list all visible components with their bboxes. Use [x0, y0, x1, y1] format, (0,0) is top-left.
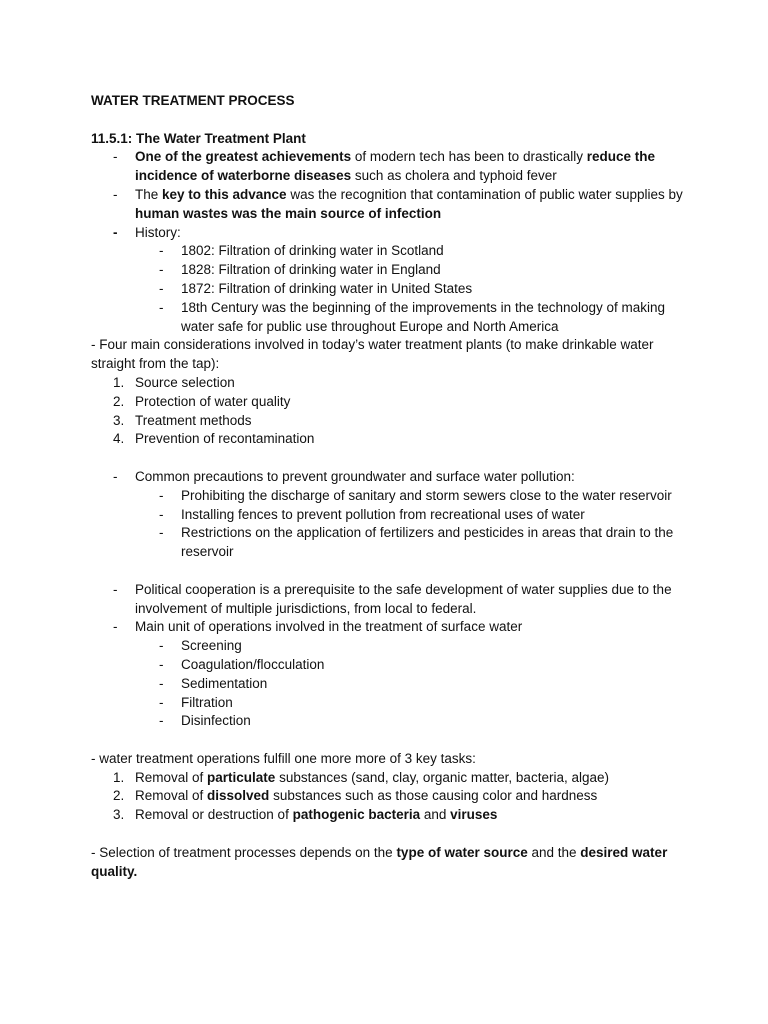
operation-item: Filtration — [181, 694, 233, 710]
bold-text: dissolved — [207, 788, 270, 804]
tasks-intro: - water treatment operations fulfill one more more of 3 key tasks: — [91, 750, 476, 766]
dash-marker: - — [159, 694, 164, 710]
section-heading: 11.5.1: The Water Treatment Plant — [91, 130, 306, 146]
list-item — [91, 280, 691, 299]
dash-marker: - — [159, 656, 164, 672]
operation-item: Disinfection — [181, 713, 251, 729]
list-item — [91, 261, 691, 280]
dash-marker: - — [113, 468, 118, 484]
history-label: History: — [135, 224, 181, 240]
bold-text: type of water source — [396, 844, 528, 860]
dash-marker: - — [159, 243, 164, 259]
list-item — [91, 430, 691, 449]
number-marker: 1. — [113, 374, 125, 390]
dash-marker: - — [159, 262, 164, 278]
number-marker: 2. — [113, 788, 125, 804]
document-page — [91, 92, 691, 881]
rich-text — [135, 187, 683, 221]
dash-marker: - — [113, 224, 118, 240]
text-run: such as cholera and typhoid fever — [351, 168, 557, 184]
dash-marker: - — [159, 675, 164, 691]
history-item: 1828: Filtration of drinking water in England — [181, 262, 441, 278]
considerations-intro: - Four main considerations involved in today’s water treatment plants (to make drinkable water straight from the tap): — [91, 337, 654, 372]
list-item — [91, 675, 691, 694]
dash-marker: - — [159, 299, 164, 315]
dash-marker: - — [159, 487, 164, 503]
list-item — [91, 712, 691, 731]
text-run: Removal of — [135, 788, 208, 804]
list-item — [91, 148, 691, 186]
text-run: was the recognition that contamination of public water supplies by — [286, 186, 683, 202]
precaution-item: Installing fences to prevent pollution from recreational uses of water — [181, 506, 585, 522]
list-item — [91, 694, 691, 713]
text-run: and — [420, 807, 451, 823]
bold-text: desired water quality. — [91, 844, 668, 879]
precaution-item: Restrictions on the application of fertilizers and pesticides in areas that drain to the reservoir — [181, 525, 674, 560]
precaution-item: Prohibiting the discharge of sanitary and storm sewers close to the water reservoir — [181, 487, 672, 503]
text-run: Removal or destruction of — [135, 807, 293, 823]
list-item — [91, 806, 691, 825]
text-run: The — [135, 186, 163, 202]
operation-item: Coagulation/flocculation — [181, 656, 325, 672]
bold-text: pathogenic bacteria — [292, 807, 421, 823]
list-item — [91, 637, 691, 656]
text-run: substances (sand, clay, organic matter, bacteria, algae) — [275, 769, 609, 785]
consideration-item: Prevention of recontamination — [135, 431, 315, 447]
dash-marker: - — [113, 186, 118, 202]
history-item: 18th Century was the beginning of the improvements in the technology of making water safe for public use throughout Europe and North America — [181, 299, 666, 334]
rich-text — [135, 149, 655, 183]
history-item: 1872: Filtration of drinking water in United States — [181, 280, 473, 296]
list-item — [91, 618, 691, 637]
dash-marker: - — [159, 506, 164, 522]
number-marker: 4. — [113, 431, 125, 447]
list-item — [91, 787, 691, 806]
bold-text: particulate — [207, 769, 276, 785]
list-item — [91, 186, 691, 224]
list-item — [91, 468, 691, 487]
dash-marker: - — [159, 638, 164, 654]
dash-marker: - — [159, 280, 164, 296]
dash-marker: - — [159, 713, 164, 729]
bold-text: human wastes was the main source of infection — [135, 205, 442, 221]
dash-marker: - — [159, 525, 164, 541]
list-item — [91, 769, 691, 788]
dash-marker: - — [113, 619, 118, 635]
list-item — [91, 656, 691, 675]
number-marker: 3. — [113, 412, 125, 428]
bold-text: key to this advance — [162, 186, 287, 202]
text-run: and the — [527, 844, 581, 860]
list-item — [91, 581, 691, 619]
dash-marker: - — [113, 149, 118, 165]
bold-text: reduce the incidence of waterborne diseases — [135, 149, 655, 184]
selection-text — [91, 844, 691, 882]
list-item — [91, 393, 691, 412]
list-item — [91, 487, 691, 506]
bold-text: viruses — [450, 807, 498, 823]
text-run: of modern tech has been to drastically — [351, 149, 587, 165]
text-run: substances such as those causing color and hardness — [269, 788, 598, 804]
rich-text — [135, 788, 597, 803]
list-item — [91, 412, 691, 431]
list-item — [91, 224, 691, 243]
precautions-label: Common precautions to prevent groundwater and surface water pollution: — [135, 468, 575, 484]
list-item — [91, 524, 691, 562]
operation-item: Screening — [181, 638, 242, 654]
number-marker: 2. — [113, 393, 125, 409]
consideration-item: Protection of water quality — [135, 393, 291, 409]
text-run: Removal of — [135, 769, 208, 785]
document-title: WATER TREATMENT PROCESS — [91, 93, 295, 108]
operation-item: Sedimentation — [181, 675, 268, 691]
text-run: - Selection of treatment processes depends on the — [91, 844, 397, 860]
list-item — [91, 374, 691, 393]
dash-marker: - — [113, 581, 118, 597]
list-item — [91, 299, 691, 337]
rich-text — [135, 770, 609, 785]
consideration-item: Treatment methods — [135, 412, 252, 428]
political-text: Political cooperation is a prerequisite to the safe development of water supplies due to the involvement of multiple jurisdictions, from local to federal. — [135, 581, 672, 616]
bold-text: One of the greatest achievements — [135, 149, 352, 165]
number-marker: 3. — [113, 807, 125, 823]
main-unit-label: Main unit of operations involved in the treatment of surface water — [135, 619, 523, 635]
history-item: 1802: Filtration of drinking water in Scotland — [181, 243, 444, 259]
rich-text — [135, 807, 497, 822]
number-marker: 1. — [113, 769, 125, 785]
list-item — [91, 506, 691, 525]
list-item — [91, 242, 691, 261]
consideration-item: Source selection — [135, 374, 235, 390]
